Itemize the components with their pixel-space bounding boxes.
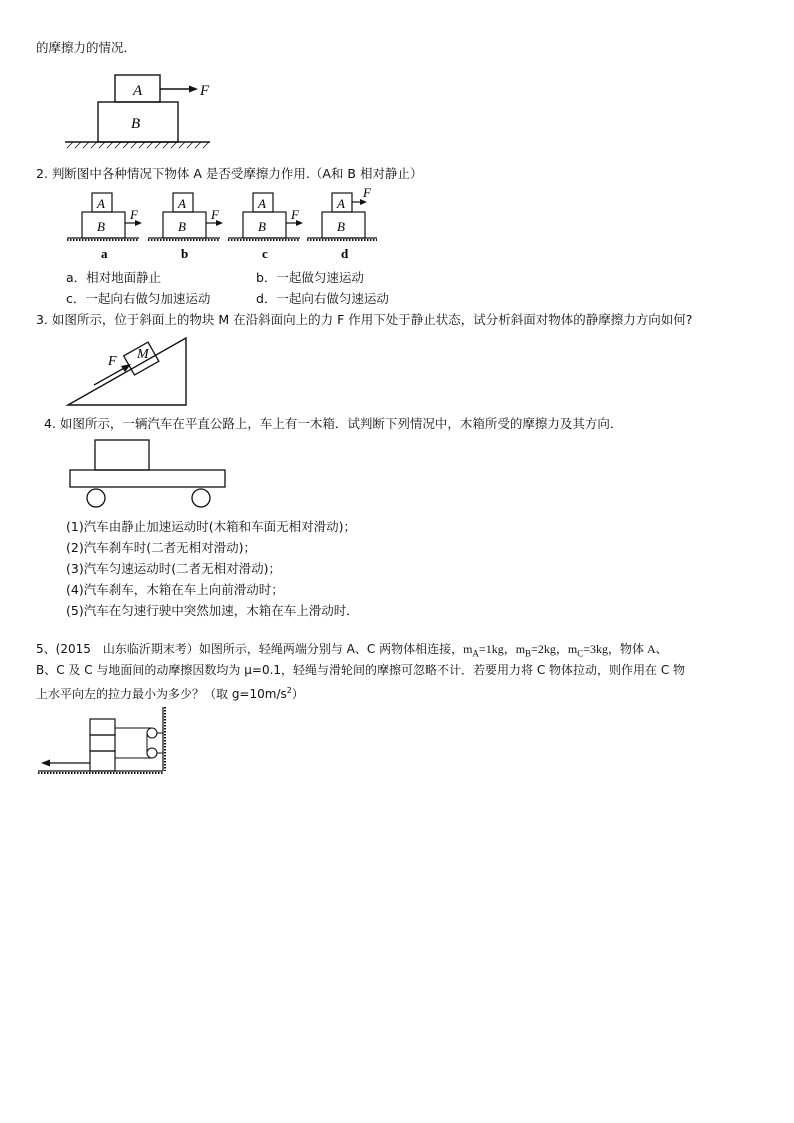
q2-option-b: b．一起做匀速运动: [256, 270, 364, 285]
svg-text:B: B: [258, 219, 266, 234]
panel-d-figure: [307, 185, 387, 261]
figure-pulley: [38, 705, 178, 785]
svg-text:B: B: [178, 219, 186, 234]
svg-text:A: A: [258, 196, 266, 211]
q4-item-2: (2)汽车刹车时(二者无相对滑动)；: [66, 540, 256, 555]
svg-text:B: B: [97, 219, 105, 234]
q4-item-3: (3)汽车匀速运动时(二者无相对滑动)；: [66, 561, 281, 576]
svg-text:A: A: [178, 196, 186, 211]
label-b: B: [131, 116, 141, 132]
figure-incline: [68, 335, 228, 410]
question-5-line-3: 上水平向左的拉力最小为多少？（取 $g=10m/s^2$）: [36, 686, 304, 701]
label-m: M: [137, 347, 149, 362]
question-5-line-1: 5、(2015 山东临沂期末考）如图所示，轻绳两端分别与 A、C 两物体相连接，$m_A=1kg$，$m_B=2kg$，$m_C=3kg$，物体 A、: [36, 642, 668, 659]
panel-caption-c: c: [262, 246, 268, 261]
q2-option-d: d．一起向右做匀速运动: [256, 291, 389, 306]
q4-item-1: (1)汽车由静止加速运动时(木箱和车面无相对滑动)；: [66, 519, 356, 534]
q2-option-a: a．相对地面静止: [66, 270, 162, 285]
question-3: 3. 如图所示，位于斜面上的物块 M 在沿斜面向上的力 F 作用下处于静止状态，试分析斜面对物体的静摩擦力方向如何?: [36, 312, 693, 327]
q2-option-c: c．一起向右做匀加速运动: [66, 291, 211, 306]
svg-text:F: F: [291, 207, 299, 222]
panel-c-figure: [228, 190, 308, 260]
panel-b-figure: [148, 190, 228, 260]
question-2: 2. 判断图中各种情况下物体 A 是否受摩擦力作用.（A和 B 相对静止）: [36, 166, 423, 181]
svg-text:F: F: [211, 207, 219, 222]
svg-text:F: F: [130, 207, 138, 222]
panel-a-figure: [67, 190, 147, 260]
label-f: F: [108, 354, 117, 369]
label-a: A: [133, 83, 143, 99]
label-f: F: [200, 83, 210, 99]
svg-text:F: F: [363, 185, 371, 200]
continued-text: 的摩擦力的情况．: [36, 40, 137, 55]
panel-caption-d: d: [341, 246, 349, 261]
svg-text:A: A: [97, 196, 105, 211]
svg-text:A: A: [337, 196, 345, 211]
panel-caption-a: a: [101, 246, 108, 261]
figure-blocks-ab: [65, 70, 225, 150]
figure-truck: [65, 436, 235, 516]
panel-caption-b: b: [181, 246, 189, 261]
question-5-line-2: B、C 及 C 与地面间的动摩擦因数均为 μ=0.1，轻绳与滑轮间的摩擦可忽略不计．若要用力将 C 物体拉动，则作用在 C 物: [36, 663, 686, 677]
svg-text:B: B: [337, 219, 345, 234]
q4-item-4: (4)汽车刹车，木箱在车上向前滑动时；: [66, 582, 284, 597]
q4-item-5: (5)汽车在匀速行驶中突然加速，木箱在车上滑动时．: [66, 603, 359, 618]
question-4: 4. 如图所示，一辆汽车在平直公路上，车上有一木箱．试判断下列情况中，木箱所受的摩擦力及其方向．: [44, 416, 623, 431]
